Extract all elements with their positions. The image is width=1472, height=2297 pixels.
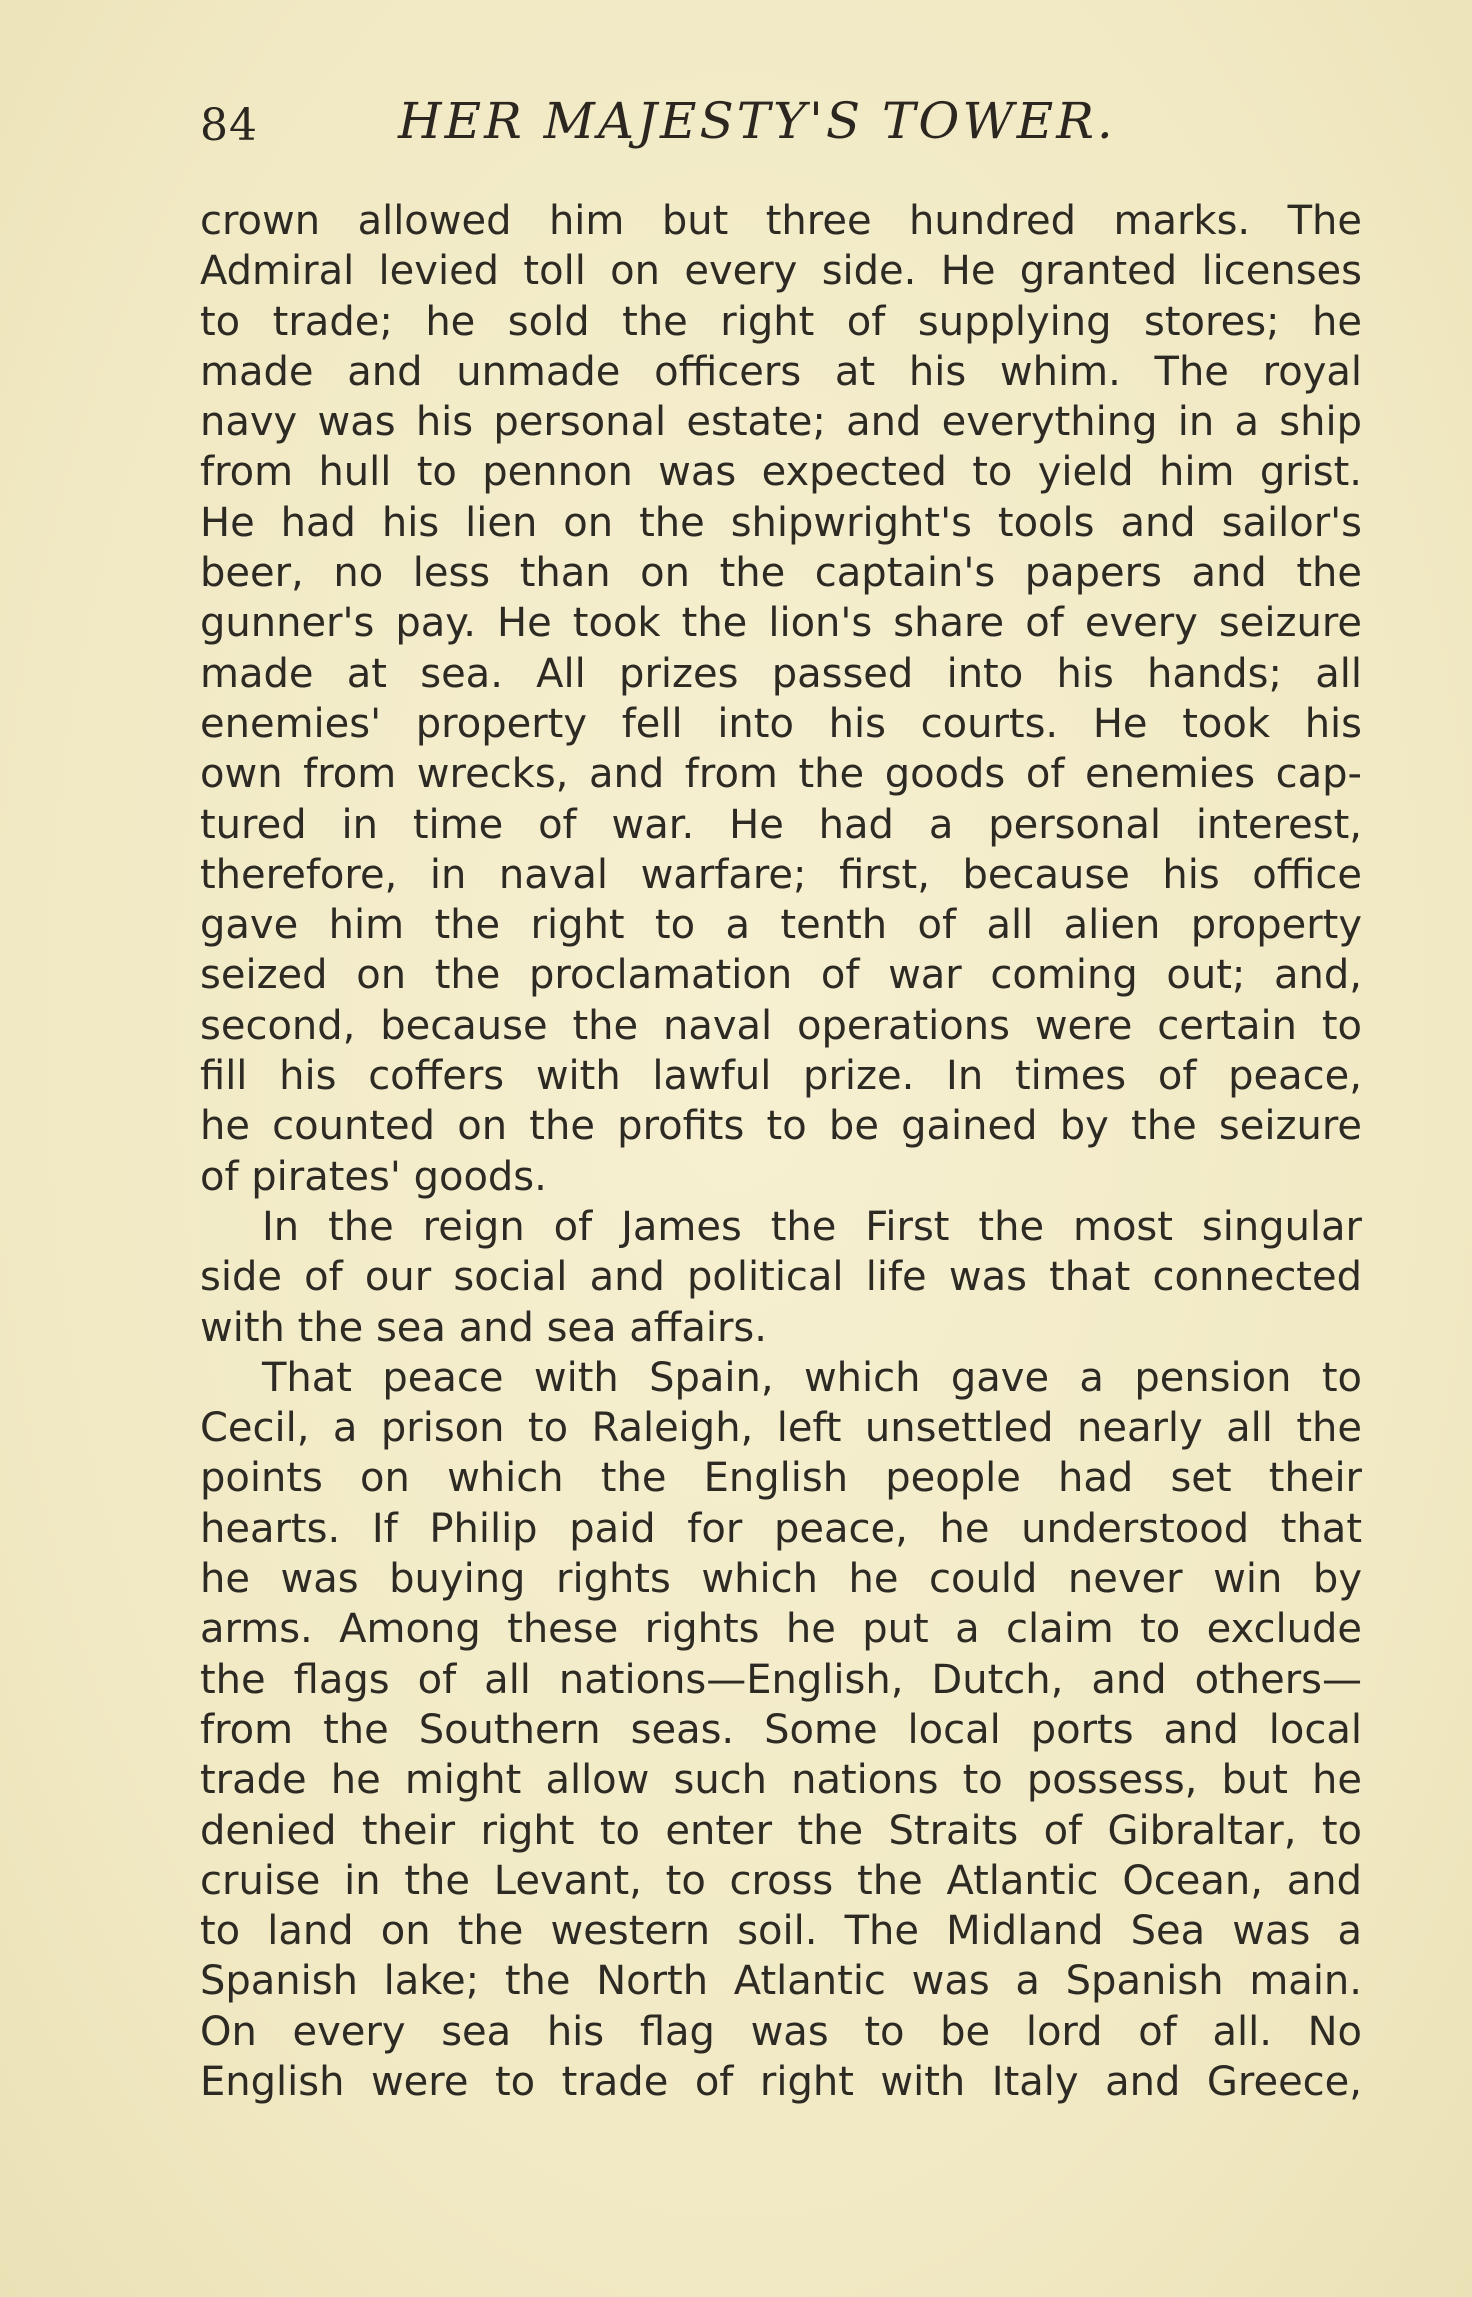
- text-line: from hull to pennon was expected to yield him grist.: [200, 449, 1362, 496]
- text-line: side of our social and political life was that connected: [200, 1254, 1362, 1301]
- page-number: 84: [200, 100, 258, 151]
- text-line: arms. Among these rights he put a claim to exclude: [200, 1606, 1362, 1653]
- text-line: tured in time of war. He had a personal interest,: [200, 801, 1362, 848]
- text-line: therefore, in naval warfare; first, because his office: [200, 851, 1362, 898]
- page-header: [200, 92, 1365, 172]
- text-line: seized on the proclamation of war coming out; and,: [200, 952, 1362, 999]
- paragraph: [200, 1202, 1362, 1353]
- text-line: enemies' property fell into his courts. He took his: [200, 700, 1362, 747]
- text-line: On every sea his flag was to be lord of all. No: [200, 2008, 1362, 2055]
- text-line: the flags of all nations—English, Dutch, and others—: [200, 1656, 1362, 1703]
- body-text: [200, 196, 1362, 2107]
- text-line: fill his coffers with lawful prize. In times of peace,: [200, 1053, 1362, 1100]
- text-line: Spanish lake; the North Atlantic was a Spanish main.: [200, 1958, 1362, 2005]
- text-line: made and unmade officers at his whim. The royal: [200, 348, 1362, 395]
- text-line: points on which the English people had set their: [200, 1455, 1362, 1502]
- text-line: denied their right to enter the Straits of Gibraltar, to: [200, 1807, 1362, 1854]
- text-line: hearts. If Philip paid for peace, he understood that: [200, 1505, 1362, 1552]
- text-line: Cecil, a prison to Raleigh, left unsettled nearly all the: [200, 1405, 1362, 1452]
- text-line: gunner's pay. He took the lion's share of every seizure: [200, 600, 1362, 647]
- text-line: to trade; he sold the right of supplying stores; he: [200, 298, 1362, 345]
- text-line: he counted on the profits to be gained by the seizure: [200, 1103, 1362, 1150]
- text-line: That peace with Spain, which gave a pension to: [262, 1354, 1362, 1401]
- text-line: second, because the naval operations were certain to: [200, 1002, 1362, 1049]
- text-line: navy was his personal estate; and everything in a ship: [200, 399, 1362, 446]
- text-line: gave him the right to a tenth of all alien property: [200, 902, 1362, 949]
- text-line: crown allowed him but three hundred marks. The: [200, 198, 1362, 244]
- text-line: Admiral levied toll on every side. He granted licenses: [200, 248, 1362, 295]
- paragraph: [200, 1353, 1362, 2107]
- text-line: he was buying rights which he could never win by: [200, 1556, 1362, 1603]
- text-line: to land on the western soil. The Midland Sea was a: [200, 1908, 1362, 1955]
- running-title: HER MAJESTY'S TOWER.: [398, 92, 1116, 150]
- text-line: of pirates' goods.: [200, 1153, 547, 1200]
- text-line: made at sea. All prizes passed into his hands; all: [200, 650, 1362, 697]
- text-line: In the reign of James the First the most singular: [262, 1203, 1362, 1250]
- text-line: He had his lien on the shipwright's tools and sailor's: [200, 499, 1362, 546]
- text-line: beer, no less than on the captain's papers and the: [200, 550, 1362, 597]
- text-line: with the sea and sea affairs.: [200, 1304, 767, 1351]
- text-line: trade he might allow such nations to possess, but he: [200, 1757, 1362, 1804]
- text-line: own from wrecks, and from the goods of enemies cap-: [200, 751, 1362, 798]
- text-line: from the Southern seas. Some local ports and local: [200, 1706, 1362, 1753]
- text-line: English were to trade of right with Italy and Greece,: [200, 2058, 1362, 2105]
- paragraph: [200, 196, 1362, 1202]
- text-line: cruise in the Levant, to cross the Atlantic Ocean, and: [200, 1857, 1362, 1904]
